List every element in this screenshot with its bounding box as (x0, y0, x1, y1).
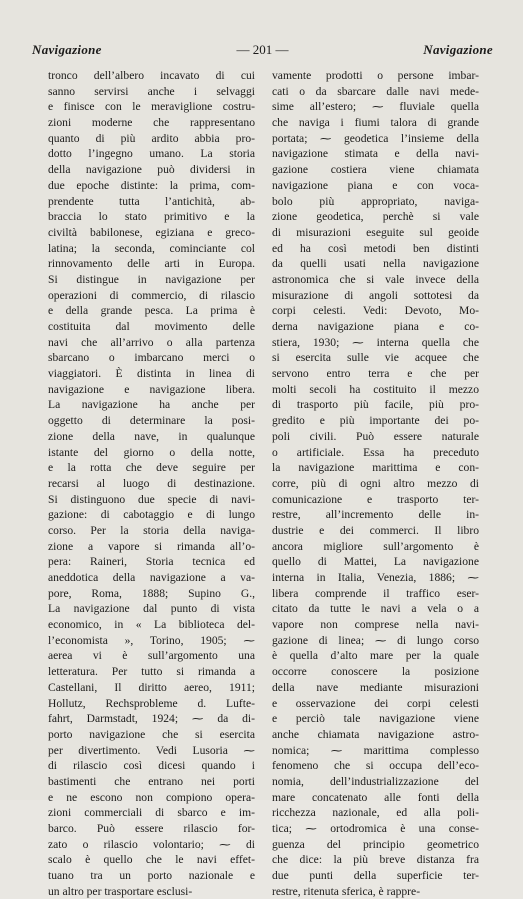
text-line: bastimenti che entrano nei porti (48, 774, 255, 788)
text-line: guenza del principio geometrico (272, 837, 479, 851)
page-number: — 201 — (236, 42, 289, 57)
text-line: astronomica che si vale invece della (272, 272, 479, 286)
text-line: dustrie e dei commerci. Il libro (272, 523, 479, 537)
text-line: di rilascio così dicesi quando i (48, 759, 255, 773)
text-line: ed ha così metodi ben distinti (272, 241, 479, 255)
text-line: mare concatenato alle fonti della (272, 790, 479, 804)
text-line: ancora migliore sull’argomento è (272, 539, 479, 553)
text-line: rinnovamento delle arti in Europa. (48, 257, 255, 271)
text-line: prendente tutta l’antichità, ab- (48, 194, 255, 208)
text-line: latina; la seconda, cominciante col (48, 241, 255, 255)
text-line: occorre conoscere la posizione (272, 665, 479, 679)
text-line: poli civili. Può essere naturale (272, 429, 479, 443)
text-line: barco. Può essere rilascio for- (48, 822, 255, 835)
text-line: zato o rilascio volontario; ⁓ di (48, 837, 255, 851)
text-line: la navigazione marittima e con- (272, 461, 479, 475)
text-line: derna navigazione piana e co- (272, 320, 479, 333)
text-line: molti secoli ha costituito il mezzo (272, 382, 479, 396)
text-line: o artificiale. Essa ha preceduto (272, 445, 479, 459)
text-line: l’economista », Torino, 1905; ⁓ (48, 633, 255, 647)
text-line: restre, ritenuta sferica, è rappre- (272, 884, 421, 898)
text-line: operazioni di commercio, di rilascio (48, 288, 255, 302)
text-line: un altro per trasportare esclusi- (48, 884, 193, 898)
text-line: Si distinguono due specie di navi- (48, 492, 255, 506)
text-line: gazione costiera viene chiamata (272, 163, 479, 177)
text-line: ricchezza nazionale, ed alla poli- (272, 806, 479, 820)
text-line: navigazione e navigazione libera. (48, 382, 255, 396)
text-line: zione geodetica, perchè si vale (272, 210, 479, 224)
text-line: e la rotta che deve seguire per (48, 461, 255, 475)
text-line: di misurazioni eseguite sul geoide (272, 225, 479, 239)
text-line: e ne escono non compiono opera- (48, 790, 255, 804)
text-line: è quella d’alto mare per la quale (272, 649, 479, 663)
text-line: navigazione piana e con voca- (272, 178, 479, 192)
text-line: letteratura. Per tutto si rimanda a (48, 665, 255, 679)
text-line: della navigazione può dividersi in (48, 163, 255, 177)
text-line: per divertimento. Vedi Lusoria ⁓ (48, 743, 255, 757)
text-line: recarsi al luogo di destinazione. (48, 476, 255, 490)
text-line: della nave mediante misurazioni (272, 680, 479, 694)
text-line: si esercita sulle vie acquee che (272, 351, 479, 365)
running-head-left: Navigazione (32, 42, 102, 57)
text-line: zioni moderne che rappresentano (48, 116, 255, 130)
text-line: Si distingue in navigazione per (48, 272, 255, 286)
text-line: viaggiatori. È distinta in linea di (48, 367, 255, 381)
text-line: aerea vi è sull’argomento una (48, 649, 255, 663)
text-line: scalo è quello che le navi effet- (48, 853, 255, 867)
text-line: aneddotica della navigazione a va- (48, 571, 255, 584)
text-line: fahrt, Darmstadt, 1924; ⁓ da di- (48, 712, 255, 726)
text-line: La navigazione dal punto di vista (48, 602, 255, 616)
text-line: vamente prodotti o persone imbar- (272, 69, 479, 82)
text-line: libera comprende il traffico eser- (272, 586, 479, 600)
text-line: comunicazione e trasporto ter- (272, 492, 479, 506)
text-line: vapore non comprese nella navi- (272, 618, 479, 632)
text-line: due punti della superficie ter- (272, 869, 479, 883)
text-line: porto navigazione che si esercita (48, 727, 255, 741)
text-line: zioni commerciali di sbarco e im- (48, 806, 255, 820)
text-line: costituita dal movimento delle (48, 320, 255, 333)
left-column (48, 68, 255, 899)
running-head-right: Navigazione (423, 42, 493, 57)
text-line: pore, Roma, 1888; Supino G., (48, 586, 255, 600)
text-line: restre, all’incremento delle in- (272, 508, 479, 522)
text-line: portata; ⁓ geodetica l’insieme della (272, 131, 479, 145)
text-line: e finisce con le meraviglione costru- (48, 100, 255, 114)
text-line: civiltà babilonese, egiziana e greco- (48, 225, 255, 239)
text-line: e perciò tale navigazione viene (272, 712, 479, 726)
text-line: dotto l’ingegno umano. La storia (48, 147, 255, 161)
running-head (32, 42, 493, 62)
text-line: che dice: la più breve distanza fra (272, 853, 479, 867)
text-line: quello di Mattei, La navigazione (272, 555, 479, 569)
right-column (272, 68, 479, 899)
text-line: bolo più appropriato, naviga- (272, 194, 479, 208)
text-line: gredito e più importante dei po- (272, 414, 479, 428)
text-line: di trasporto più facile, più pro- (272, 398, 479, 412)
text-line: citato da tutte le navi a vela o a (272, 602, 479, 616)
text-line: zione a vapore si rimanda all’o- (48, 539, 255, 553)
text-line: corre, più di ogni altro mezzo di (272, 476, 479, 490)
text-line: due epoche distinte: la prima, com- (48, 178, 255, 192)
text-line: zione della nave, in qualunque (48, 429, 255, 443)
text-line: Hollutz, Rechsprobleme d. Lufte- (48, 696, 255, 710)
text-line: gazione di linea; ⁓ di lungo corso (272, 633, 479, 647)
text-line: misurazione di angoli sottotesi da (272, 288, 479, 302)
text-line: cati o da sbarcare dalle navi mede- (272, 84, 479, 98)
text-line: nomia, dell’industrializzazione del (272, 774, 479, 788)
text-line: Castellani, Il diritto aereo, 1911; (48, 680, 255, 694)
text-line: quanto di più ardito abbia pro- (48, 131, 255, 145)
text-line: braccia lo stato primitivo e la (48, 210, 255, 224)
text-line: economico, in « La biblioteca del- (48, 618, 255, 632)
text-line: anche chiamata navigazione astro- (272, 727, 479, 741)
text-line: gazione: di cabotaggio e di lungo (48, 508, 255, 522)
text-line: fenomeno che si occupa dell’eco- (272, 759, 479, 773)
text-line: sanno servirsi anche i selvaggi (48, 84, 255, 98)
text-line: tica; ⁓ ortodromica è una conse- (272, 822, 479, 835)
text-line: navi che all’arrivo o alla partenza (48, 335, 255, 349)
text-line: tuano tra un porto nazionale e (48, 869, 255, 883)
text-line: da quelli usati nella navigazione (272, 257, 479, 271)
text-line: istante del giorno o della notte, (48, 445, 255, 459)
text-line: La navigazione ha anche per (48, 398, 255, 412)
text-line: pera: Raineri, Storia tecnica ed (48, 555, 255, 569)
text-line: navigazione stimata e della navi- (272, 147, 479, 161)
text-line: e della grande pesca. La prima è (48, 304, 255, 318)
text-line: tronco dell’albero incavato di cui (48, 69, 255, 82)
text-line: servono entro terra e che per (272, 367, 479, 381)
text-line: interna in Italia, Venezia, 1886; ⁓ (272, 571, 479, 584)
text-line: e osservazione dei corpi celesti (272, 696, 479, 710)
text-line: che naviga i fiumi talora di grande (272, 116, 479, 130)
text-line: corpi celesti. Vedi: Devoto, Mo- (272, 304, 479, 318)
text-line: stiera, 1930; ⁓ interna quella che (272, 335, 479, 349)
text-line: oggetto di determinare la posi- (48, 414, 255, 428)
text-columns (48, 68, 488, 898)
text-line: nomica; ⁓ marittima complesso (272, 743, 479, 757)
text-line: sbarcano o imbarcano merci o (48, 351, 255, 365)
text-line: corso. Per la storia della naviga- (48, 523, 255, 537)
text-line: sime all’estero; ⁓ fluviale quella (272, 100, 479, 114)
